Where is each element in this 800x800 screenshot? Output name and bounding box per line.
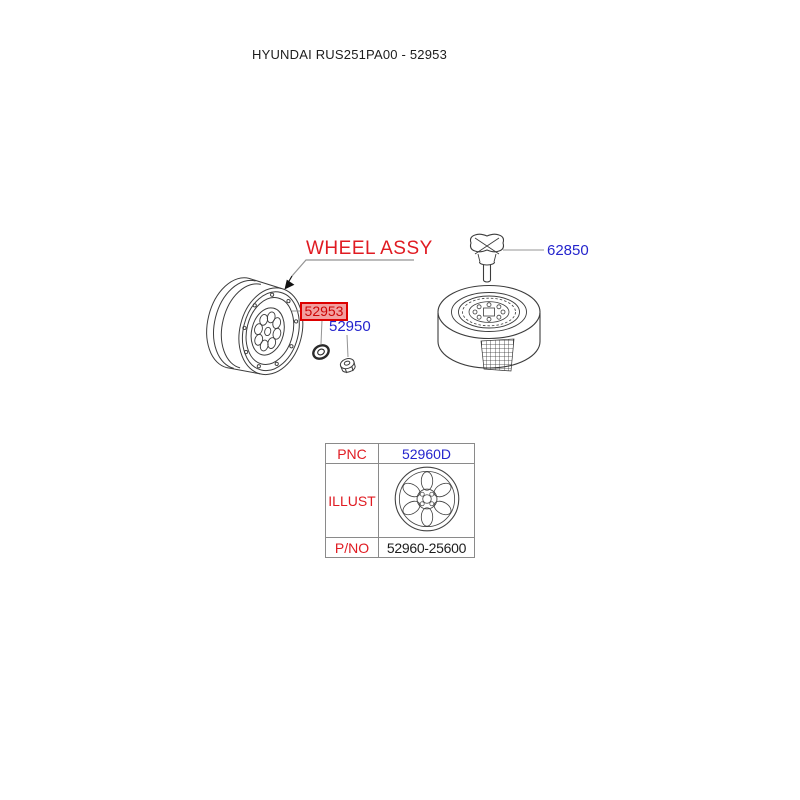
wheel-assy-label: WHEEL ASSY	[306, 238, 433, 259]
page-title: HYUNDAI RUS251PA00 - 52953	[252, 47, 447, 62]
illust-header-cell: ILLUST	[326, 464, 379, 538]
alloy-wheel-icon	[389, 464, 465, 534]
washer-drawing	[311, 343, 331, 362]
pnc-header-cell: PNC	[326, 444, 379, 464]
illust-image-cell	[379, 464, 475, 538]
table-row-pno	[326, 538, 475, 558]
part-number-52953-highlighted[interactable]: 52953	[300, 302, 348, 321]
pno-value-cell: 52960-25600	[379, 538, 475, 558]
part-number-62850[interactable]: 62850	[547, 242, 589, 259]
wing-bolt-drawing	[471, 234, 504, 282]
steel-wheel-drawing	[198, 271, 312, 383]
leader-line-52950	[347, 335, 348, 357]
pno-header-cell: P/NO	[326, 538, 379, 558]
spare-tire-drawing	[438, 286, 540, 372]
wheel-assy-arrow	[285, 260, 415, 290]
part-number-52950[interactable]: 52950	[329, 318, 371, 335]
table-row-pnc	[326, 444, 475, 464]
lug-nut-drawing	[339, 357, 357, 374]
leader-line-52953	[321, 320, 322, 344]
pnc-value-cell[interactable]: 52960D	[379, 444, 475, 464]
table-row-illust	[326, 464, 475, 538]
part-info-table	[325, 443, 475, 558]
